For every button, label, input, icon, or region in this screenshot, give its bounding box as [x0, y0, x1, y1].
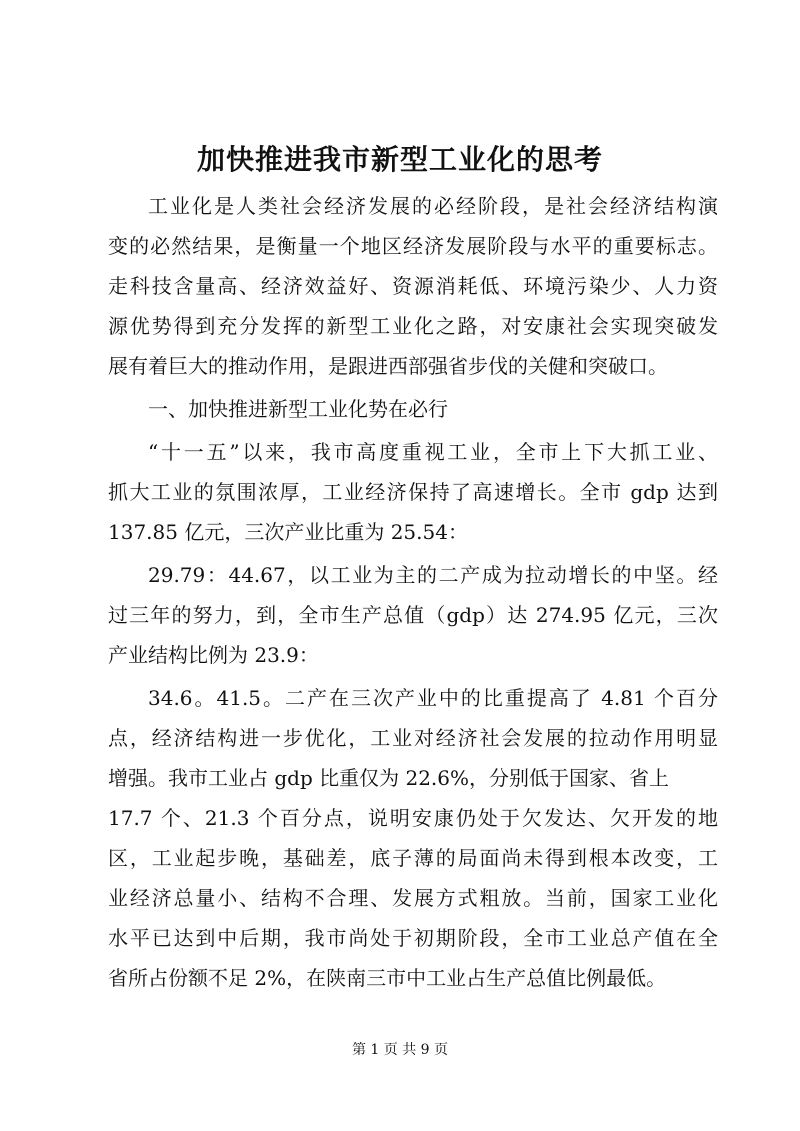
- text-line: 省所占份额不足 2%，在陕南三市中工业占生产总值比例最低。: [108, 966, 667, 990]
- text-line: 29.79：44.67，以工业为主的二产成为拉动增长的中坚。经: [148, 563, 718, 587]
- text-line: 17.7 个、21.3 个百分点，说明安康仍处于欠发达、欠开发的地: [108, 806, 718, 830]
- page-title: 加快推进我市新型工业化的思考: [196, 143, 603, 176]
- text-line: 走科技含量高、经济效益好、资源消耗低、环境污染少、人力资: [108, 274, 718, 298]
- text-line: “十一五”以来，我市高度重视工业，全市上下大抓工业、: [148, 440, 718, 464]
- text-line: 水平已达到中后期，我市尚处于初期阶段，全市工业总产值在全: [108, 926, 718, 950]
- text-line: 137.85 亿元，三次产业比重为 25.54：: [108, 520, 468, 544]
- page-footer: 第 1 页 共 9 页: [351, 1042, 449, 1058]
- text-line: 点，经济结构进一步优化，工业对经济社会发展的拉动作用明显: [108, 726, 718, 750]
- section-heading: 一、加快推进新型工业化势在必行: [148, 397, 448, 421]
- text-line: 业经济总量小、结构不合理、发展方式粗放。当前，国家工业化: [108, 886, 718, 910]
- text-line: 34.6。41.5。二产在三次产业中的比重提高了 4.81 个百分: [148, 686, 718, 710]
- text-line: 区，工业起步晚，基础差，底子薄的局面尚未得到根本改变，工: [108, 846, 718, 870]
- text-line: 源优势得到充分发挥的新型工业化之路，对安康社会实现突破发: [108, 314, 718, 338]
- text-line: 过三年的努力，到，全市生产总值（gdp）达 274.95 亿元，三次: [108, 603, 718, 627]
- text-line: 展有着巨大的推动作用，是跟进西部强省步伐的关健和突破口。: [108, 354, 668, 378]
- text-line: 变的必然结果，是衡量一个地区经济发展阶段与水平的重要标志。: [108, 234, 718, 258]
- text-line: 抓大工业的氛围浓厚，工业经济保持了高速增长。全市 gdp 达到: [108, 480, 718, 504]
- text-line: 工业化是人类社会经济发展的必经阶段，是社会经济结构演: [148, 194, 718, 218]
- text-line: 增强。我市工业占 gdp 比重仅为 22.6%，分别低于国家、省上: [108, 766, 670, 790]
- text-line: 产业结构比例为 23.9：: [108, 643, 319, 667]
